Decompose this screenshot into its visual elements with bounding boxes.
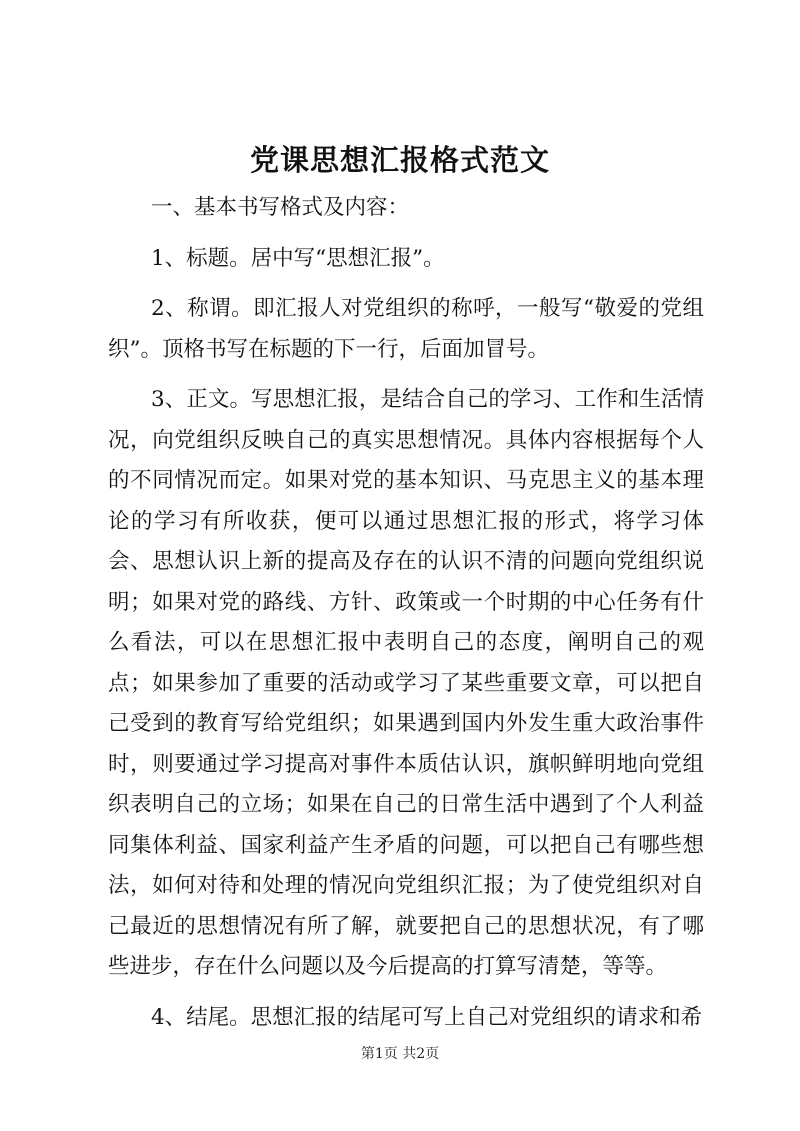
paragraph-section-heading: 一、基本书写格式及内容： <box>151 195 410 220</box>
paragraph-main-body: 3、正文。写思想汇报，是结合自己的学习、工作和生活情况，向党组织反映自己的真实思想情况。具体内容根据每个人的不同情况而定。如果对党的基本知识、马克思主义的基本理论的学习有所收获，便可以通过思想汇报的形式，将学习体会、思想认识上新的提高及存在的认识不清的问题向党组织说明；如果对党的路线、方针、政策或一个时期的中心任务有什么看法，可以在思想汇报中表明自己的态度，阐明自己的观点；如果参加了重要的活动或学习了某些重要文章，可以把自己受到的教育写给党组织；如果遇到国内外发生重大政治事件时，则要通过学习提高对事件本质估认识，旗帜鲜明地向党组织表明自己的立场；如果在自己的日常生活中遇到了个人利益同集体利益、国家利益产生矛盾的问题，可以把自己有哪些想法，如何对待和处理的情况向党组织汇报；为了使党组织对自己最近的思想情况有所了解，就要把自己的思想状况，有了哪些进步，存在什么问题以及今后提高的打算写清楚，等等。 <box>108 387 704 979</box>
paragraph-salutation: 2、称谓。即汇报人对党组织的称呼，一般写“敬爱的党组织”。顶格书写在标题的下一行，后面加冒号。 <box>108 296 704 362</box>
paragraph-ending: 4、结尾。思想汇报的结尾可写上自己对党组织的请求和希 <box>151 1004 703 1030</box>
document-body <box>108 188 704 1048</box>
paragraph-title-format: 1、标题。居中写“思想汇报”。 <box>151 245 445 271</box>
document-title: 党课思想汇报格式范文 <box>249 143 550 177</box>
page-number-footer: 第1页 共2页 <box>360 1046 440 1062</box>
